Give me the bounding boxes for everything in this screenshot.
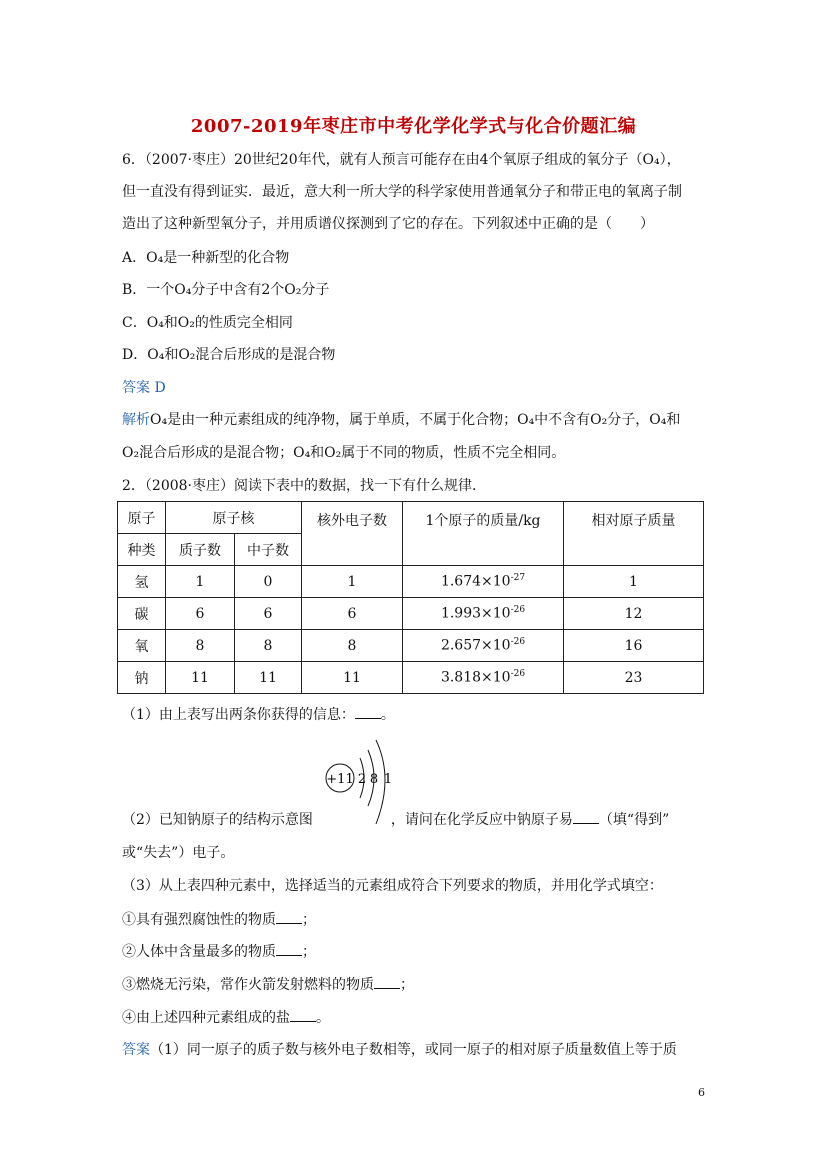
answer-value: D bbox=[154, 380, 166, 396]
cell-proton: 6 bbox=[166, 598, 235, 630]
page-title: 2007-2019年枣庄市中考化学化学式与化合价题汇编 bbox=[190, 116, 637, 137]
q2-item1 bbox=[122, 909, 316, 930]
mass-mantissa: 3.818×10 bbox=[440, 669, 511, 686]
semicolon: ； bbox=[302, 912, 316, 928]
shell-1-electrons: 2 bbox=[357, 772, 367, 787]
cell-electron: 1 bbox=[302, 566, 403, 598]
cell-mass bbox=[403, 598, 564, 630]
cell-electron: 8 bbox=[302, 630, 403, 662]
cell-mass bbox=[403, 566, 564, 598]
q6-analysis-line2: O₂混合后形成的是混合物；O₄和O₂属于不同的物质，性质不完全相同。 bbox=[122, 445, 566, 461]
answer-text: （1）同一原子的质子数与核外电子数相等，或同一原子的相对原子质量数值上等于质 bbox=[150, 1042, 677, 1058]
header-relative-mass: 相对原子质量 bbox=[564, 502, 704, 566]
analysis-label: 解析 bbox=[122, 412, 150, 428]
sub1-end: 。 bbox=[380, 707, 395, 723]
q6-line3: 造出了这种新型氧分子，并用质谱仪探测到了它的存在。下列叙述中正确的是（ ） bbox=[122, 216, 654, 232]
cell-element: 氧 bbox=[118, 630, 166, 662]
nucleus-charge: +11 bbox=[326, 772, 354, 787]
answer-blank bbox=[573, 809, 599, 824]
q6-option-c: C．O₄和O₂的性质完全相同 bbox=[122, 315, 293, 331]
q2-item2 bbox=[122, 941, 316, 962]
item2-text: ②人体中含量最多的物质 bbox=[122, 944, 276, 960]
answer-blank bbox=[276, 909, 302, 924]
mass-exponent: -26 bbox=[510, 605, 526, 616]
shell-3-electrons: 1 bbox=[383, 772, 393, 787]
item4-text: ④由上述四种元素组成的盐 bbox=[122, 1010, 290, 1026]
cell-relative-mass: 1 bbox=[564, 566, 704, 598]
cell-proton: 8 bbox=[166, 630, 235, 662]
q6-option-d: D．O₄和O₂混合后形成的是混合物 bbox=[122, 347, 336, 363]
cell-neutron: 6 bbox=[235, 598, 302, 630]
period: 。 bbox=[316, 1010, 330, 1026]
header-proton: 质子数 bbox=[166, 534, 235, 566]
sub1-text: （1）由上表写出两条你获得的信息： bbox=[122, 707, 355, 723]
mass-exponent: -26 bbox=[510, 669, 526, 680]
table-row bbox=[118, 630, 704, 662]
mass-mantissa: 1.993×10 bbox=[440, 605, 511, 622]
sub2-text-c: （填“得到” bbox=[598, 812, 670, 828]
cell-electron: 11 bbox=[302, 662, 403, 694]
mass-exponent: -27 bbox=[510, 573, 526, 584]
cell-mass bbox=[403, 662, 564, 694]
q2-sub3: （3）从上表四种元素中，选择适当的元素组成符合下列要求的物质，并用化学式填空： bbox=[122, 878, 663, 894]
answer-blank bbox=[355, 704, 381, 719]
semicolon: ； bbox=[302, 944, 316, 960]
answer-label: 答案 bbox=[122, 1042, 150, 1058]
mass-exponent: -26 bbox=[510, 637, 526, 648]
atom-data-table bbox=[117, 501, 704, 694]
semicolon: ； bbox=[400, 977, 414, 993]
q6-answer bbox=[122, 378, 166, 398]
cell-proton: 1 bbox=[166, 566, 235, 598]
answer-blank bbox=[374, 974, 400, 989]
table-row bbox=[118, 598, 704, 630]
table-row bbox=[118, 662, 704, 694]
shell-2-electrons: 8 bbox=[369, 772, 379, 787]
q2-answer bbox=[122, 1040, 677, 1060]
q2-item3 bbox=[122, 974, 414, 995]
cell-neutron: 8 bbox=[235, 630, 302, 662]
cell-relative-mass: 16 bbox=[564, 630, 704, 662]
cell-neutron: 11 bbox=[235, 662, 302, 694]
cell-relative-mass: 12 bbox=[564, 598, 704, 630]
header-electron: 核外电子数 bbox=[302, 502, 403, 566]
q6-option-a: A．O₄是一种新型的化合物 bbox=[122, 250, 290, 266]
analysis-text1: O₄是由一种元素组成的纯净物，属于单质，不属于化合物；O₄中不含有O₂分子，O₄和 bbox=[150, 412, 681, 428]
mass-mantissa: 1.674×10 bbox=[440, 573, 511, 590]
sub2-text-a: （2）已知钠原子的结构示意图 bbox=[122, 812, 313, 828]
header-neutron: 中子数 bbox=[235, 534, 302, 566]
q2-sub1 bbox=[122, 704, 395, 725]
table-row bbox=[118, 566, 704, 598]
answer-label: 答案 bbox=[122, 380, 150, 396]
header-atom-1: 原子 bbox=[118, 502, 166, 534]
q6-line2: 但一直没有得到证实．最近，意大利一所大学的科学家使用普通氧分子和带正电的氧离子制 bbox=[122, 184, 682, 200]
answer-blank bbox=[276, 941, 302, 956]
cell-element: 钠 bbox=[118, 662, 166, 694]
q6-line1: 6．（2007·枣庄）20世纪20年代，就有人预言可能存在由4个氧原子组成的氧分子（O₄）， bbox=[122, 152, 681, 168]
page-number: 6 bbox=[698, 1086, 705, 1099]
q2-sub2-cont: 或“失去”）电子。 bbox=[122, 845, 235, 861]
header-mass: 1个原子的质量/kg bbox=[403, 502, 564, 566]
item1-text: ①具有强烈腐蚀性的物质 bbox=[122, 912, 276, 928]
q2-item4 bbox=[122, 1007, 330, 1028]
q2-intro: 2．（2008·枣庄）阅读下表中的数据，找一下有什么规律． bbox=[122, 478, 486, 494]
cell-electron: 6 bbox=[302, 598, 403, 630]
cell-element: 氢 bbox=[118, 566, 166, 598]
q6-option-b: B．一个O₄分子中含有2个O₂分子 bbox=[122, 282, 330, 298]
cell-mass bbox=[403, 630, 564, 662]
cell-proton: 11 bbox=[166, 662, 235, 694]
cell-element: 碳 bbox=[118, 598, 166, 630]
cell-relative-mass: 23 bbox=[564, 662, 704, 694]
q6-analysis-line1 bbox=[122, 410, 680, 430]
item3-text: ③燃烧无污染，常作火箭发射燃料的物质 bbox=[122, 977, 374, 993]
mass-mantissa: 2.657×10 bbox=[440, 637, 511, 654]
answer-blank bbox=[290, 1007, 316, 1022]
q2-sub2 bbox=[122, 809, 669, 830]
header-nucleus: 原子核 bbox=[166, 502, 302, 534]
header-atom-2: 种类 bbox=[118, 534, 166, 566]
sub2-text-b: ，请问在化学反应中钠原子易 bbox=[390, 812, 573, 828]
cell-neutron: 0 bbox=[235, 566, 302, 598]
